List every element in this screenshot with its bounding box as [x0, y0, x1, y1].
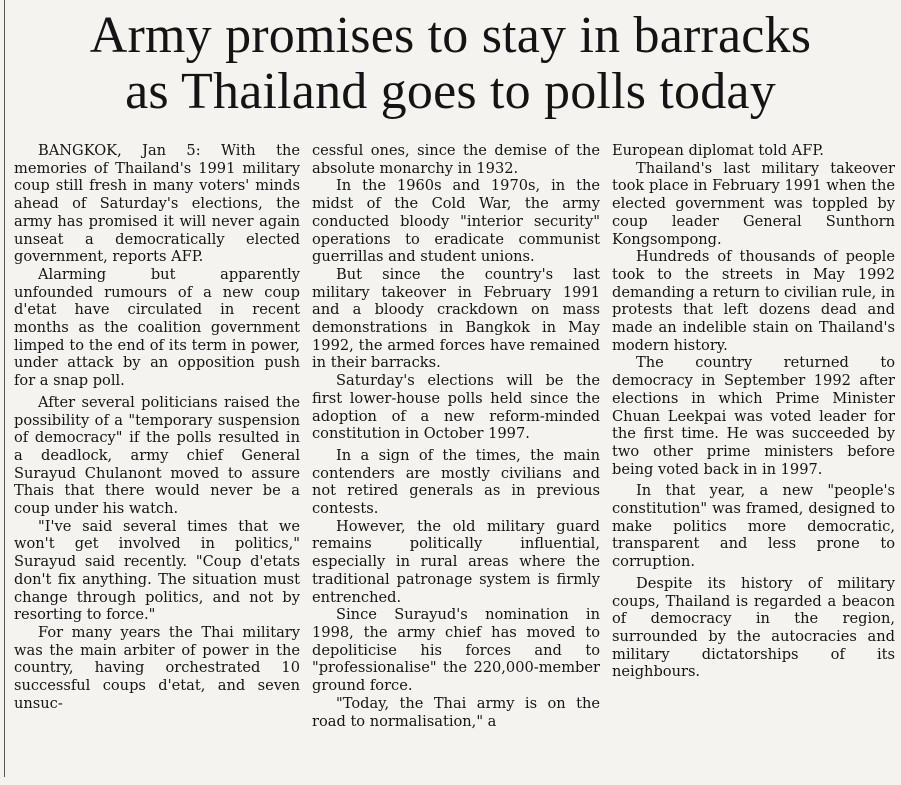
article-body — [14, 142, 895, 779]
headline — [0, 0, 901, 120]
paragraph: But since the country's last military takeover in February 1991 and a bloody crackdown on mass demonstrations in Bangkok in May 1992, the armed forces have remained in their barracks. — [312, 265, 600, 372]
paragraph: Alarming but apparently unfounded rumours of a new coup d'etat have circulated in recent months as the coalition government limped to the end of its term in power, under attack by an opposition push for a snap poll. — [14, 265, 300, 390]
column-rule — [4, 0, 5, 777]
article-column-2 — [312, 142, 600, 779]
article-column-1 — [14, 142, 300, 779]
paragraph: BANGKOK, Jan 5: With the memories of Thailand's 1991 military coup still fresh in many voters' minds ahead of Saturday's elections, the army has promised it will never again unseat a democratically elected government, reports AFP. — [14, 142, 300, 266]
paragraph: European diplomat told AFP. — [612, 142, 824, 159]
paragraph: After several politicians raised the possibility of a "temporary suspension of democracy" if the polls resulted in a deadlock, army chief General Surayud Chulanont moved to assure Thais that there would never be a coup under his watch. — [14, 393, 300, 518]
paragraph: Saturday's elections will be the first lower-house polls held since the adoption of a new reform-minded constitution in October 1997. — [312, 372, 600, 443]
paragraph: For many years the Thai military was the main arbiter of power in the country, having orchestrated 10 successful coups d'etat, and seven unsuc- — [14, 623, 300, 712]
paragraph: Despite its history of military coups, Thailand is regarded a beacon of democracy in the region, surrounded by the autocracies and military dictatorships of its neighbours. — [612, 574, 895, 681]
paragraph: In the 1960s and 1970s, in the midst of the Cold War, the army conducted bloody "interior security" operations to eradicate communist guerrillas and student unions. — [312, 177, 600, 266]
article-column-3 — [612, 142, 895, 779]
paragraph: "I've said several times that we won't get involved in politics," Surayud said recently. "Coup d'etats don't fix anything. The situation must change through politics, and not by resorting to force." — [14, 517, 300, 624]
paragraph: cessful ones, since the demise of the absolute monarchy in 1932. — [312, 142, 600, 177]
paragraph: "Today, the Thai army is on the road to normalisation," a — [312, 694, 600, 730]
paragraph: The country returned to democracy in September 1992 after elections in which Prime Minister Chuan Leekpai was voted leader for the first time. He was succeeded by two other prime ministers before being voted back in in 1997. — [612, 354, 895, 478]
paragraph: Thailand's last military takeover took place in February 1991 when the elected government was toppled by coup leader General Sunthorn Kongsompong. — [612, 159, 895, 248]
paragraph: Hundreds of thousands of people took to the streets in May 1992 demanding a return to civilian rule, in protests that left dozens dead and made an indelible stain on Thailand's modern history. — [612, 248, 895, 354]
paragraph: However, the old military guard remains politically influential, especially in rural areas where the traditional patronage system is firmly entrenched. — [312, 517, 600, 606]
paragraph: In that year, a new "people's constitution" was framed, designed to make politics more democratic, transparent and less prone to corruption. — [612, 482, 895, 571]
paragraph: Since Surayud's nomination in 1998, the army chief has moved to depoliticise his forces and to "professionalise" the 220,000-member ground force. — [312, 606, 600, 695]
headline-line-2: as Thailand goes to polls today — [125, 63, 776, 120]
paragraph: In a sign of the times, the main contenders are mostly civilians and not retired generals as in previous contests. — [312, 446, 600, 518]
headline-line-1: Army promises to stay in barracks — [89, 7, 812, 64]
